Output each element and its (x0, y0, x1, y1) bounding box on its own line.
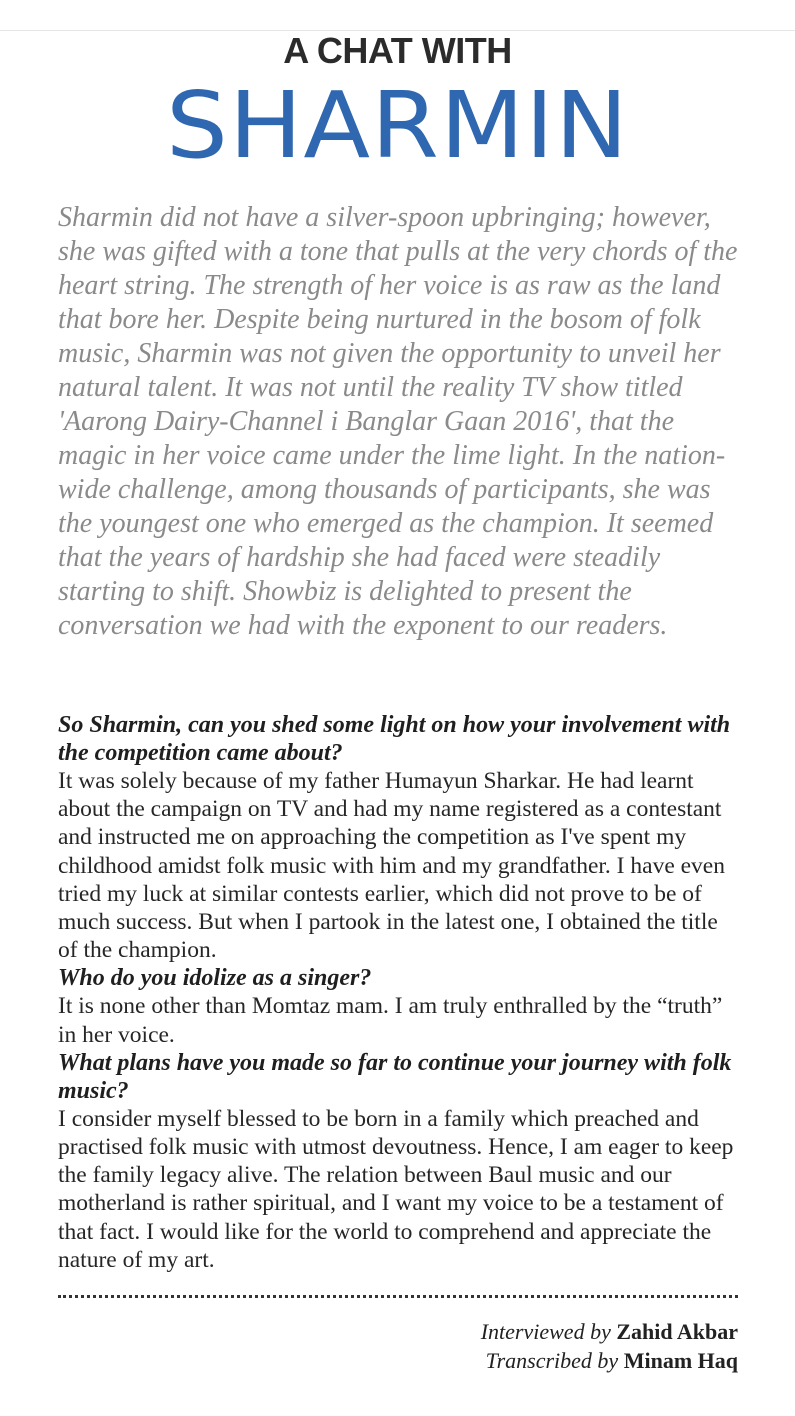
transcriber-name: Minam Haq (623, 1348, 738, 1373)
dotted-divider (58, 1295, 738, 1298)
question-2: Who do you idolize as a singer? (58, 965, 372, 992)
transcriber-line (481, 1346, 738, 1375)
interviewer-name: Zahid Akbar (616, 1319, 738, 1344)
answer-3: I consider myself blessed to be born in a family which preached and practised folk music with utmost devoutness. Hence, I am eager to keep the family legacy alive. The relation between Baul music and our motherland is rather spiritual, and I want my voice to be a testament of that fact. I would like for the world to comprehend and appreciate the nature of my art. (58, 1105, 734, 1273)
answer-2: It is none other than Momtaz mam. I am truly enthralled by the “truth” in her voice. (58, 993, 723, 1048)
answer-1: It was solely because of my father Humayun Sharkar. He had learnt about the campaign on TV and had my name registered as a contestant and instructed me on approaching the competition as I've spent my childhood amidst folk music with him and my grandfather. I have even tried my luck at similar contests earlier, which did not prove to be of much success. But when I partook in the latest one, I obtained the title of the champion. (58, 768, 725, 964)
transcriber-label: Transcribed by (485, 1348, 619, 1373)
intro-paragraph: Sharmin did not have a silver-spoon upbringing; however, she was gifted with a tone that pulls at the very chords of the heart string. The strength of her voice is as raw as the land that bore her. Despite being nurtured in the bosom of folk music, Sharmin was not given the opportunity to unveil her natural talent. It was not until the reality TV show titled 'Aarong Dairy-Channel i Banglar Gaan 2016', that the magic in her voice came under the lime light. In the nation-wide challenge, among thousands of participants, she was the youngest one who emerged as the champion. It seemed that the years of hardship she had faced were steadily starting to shift. Showbiz is delighted to present the conversation we had with the exponent to our readers. (58, 202, 738, 641)
question-1: So Sharmin, can you shed some light on how your involvement with the competition came about? (58, 712, 731, 766)
question-3: What plans have you made so far to continue your journey with folk music? (58, 1049, 732, 1104)
interview-body (58, 711, 743, 1274)
article-page (0, 30, 795, 1416)
interviewer-line (481, 1317, 738, 1346)
article-kicker: A CHAT WITH (283, 30, 512, 71)
interviewer-label: Interviewed by (480, 1319, 611, 1344)
article-headline: SHARMIN (166, 72, 629, 179)
byline (481, 1317, 738, 1375)
